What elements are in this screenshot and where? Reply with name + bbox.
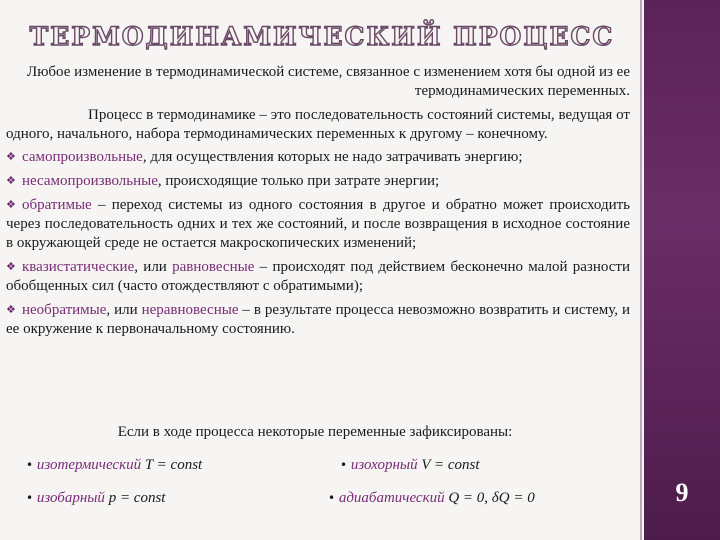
process-formula: V = const	[421, 457, 480, 473]
bullet-term: обратимые	[22, 197, 92, 213]
bullet-text: , происходящие только при затрате энергии;	[157, 173, 440, 189]
bullet-quasistatic	[6, 257, 630, 296]
process-definition-text: Процесс в термодинамике – это последовательность состояний системы, ведущая от одного, начального, набора термодинамических переменных к другому – конечному.	[6, 107, 630, 142]
bullet-connector: , или	[134, 259, 173, 275]
process-isobaric	[26, 490, 165, 507]
bullet-term-2: равновесные	[172, 259, 255, 275]
bullet-term: квазистатические	[22, 259, 135, 275]
bullet-non-spontaneous	[6, 171, 630, 191]
process-adiabatic	[328, 490, 535, 507]
bullet-term: самопроизвольные	[22, 149, 143, 165]
process-name: адиабатический	[338, 490, 445, 506]
bullet-connector: , или	[106, 302, 142, 318]
bullet-diamond-icon: ❖	[6, 174, 16, 187]
bullet-text: – в результате процесса невозможно возвратить и систему, и ее окружение к первоначальному состоянию.	[6, 302, 630, 337]
process-formula: Q = 0, δQ = 0	[448, 490, 535, 506]
bullet-dot-icon: •	[328, 491, 336, 505]
bullet-term-2: неравновесные	[141, 302, 239, 318]
bullet-dot-icon: •	[26, 491, 34, 505]
page-number: 9	[675, 478, 689, 507]
bullet-spontaneous	[6, 147, 630, 167]
bullet-dot-icon: •	[26, 458, 34, 472]
side-panel	[644, 0, 720, 540]
bullet-text: – переход системы из одного состояния в другое и обратно может происходить через последовательность одних и тех же состояний, и после возвращения в исходное состояние в окружающей среде не остается макроскопических изменений;	[6, 197, 630, 251]
slide-title: ТЕРМОДИНАМИЧЕСКИЙ ПРОЦЕСС	[29, 22, 615, 51]
process-formula: p = const	[108, 490, 166, 506]
bullet-irreversible	[6, 300, 630, 339]
bullet-diamond-icon: ❖	[6, 260, 16, 273]
bullet-text: , для осуществления которых не надо затрачивать энергию;	[142, 149, 523, 165]
process-name: изотермический	[36, 457, 142, 473]
side-divider	[640, 0, 642, 540]
process-name: изобарный	[36, 490, 105, 506]
bullet-reversible	[6, 195, 630, 253]
definition-text: Любое изменение в термодинамической системе, связанное с изменением хотя бы одной из ее термодинамических переменных.	[27, 64, 630, 99]
process-formula: T = const	[144, 457, 203, 473]
bullet-diamond-icon: ❖	[6, 198, 16, 211]
text-block	[6, 63, 630, 339]
conditions-heading: Если в ходе процесса некоторые переменные зафиксированы:	[117, 424, 513, 440]
bullet-diamond-icon: ❖	[6, 303, 16, 316]
process-name: изохорный	[350, 457, 418, 473]
bullet-diamond-icon: ❖	[6, 150, 16, 163]
bullet-term: несамопроизвольные	[22, 173, 158, 189]
bullet-text: – происходят под действием бесконечно малой разности обобщенных сил (часто отождествляют с обратимыми);	[6, 259, 630, 294]
process-isothermal	[26, 457, 202, 474]
bullet-dot-icon: •	[340, 458, 348, 472]
bullet-term: необратимые	[22, 302, 107, 318]
process-isochoric	[340, 457, 480, 474]
